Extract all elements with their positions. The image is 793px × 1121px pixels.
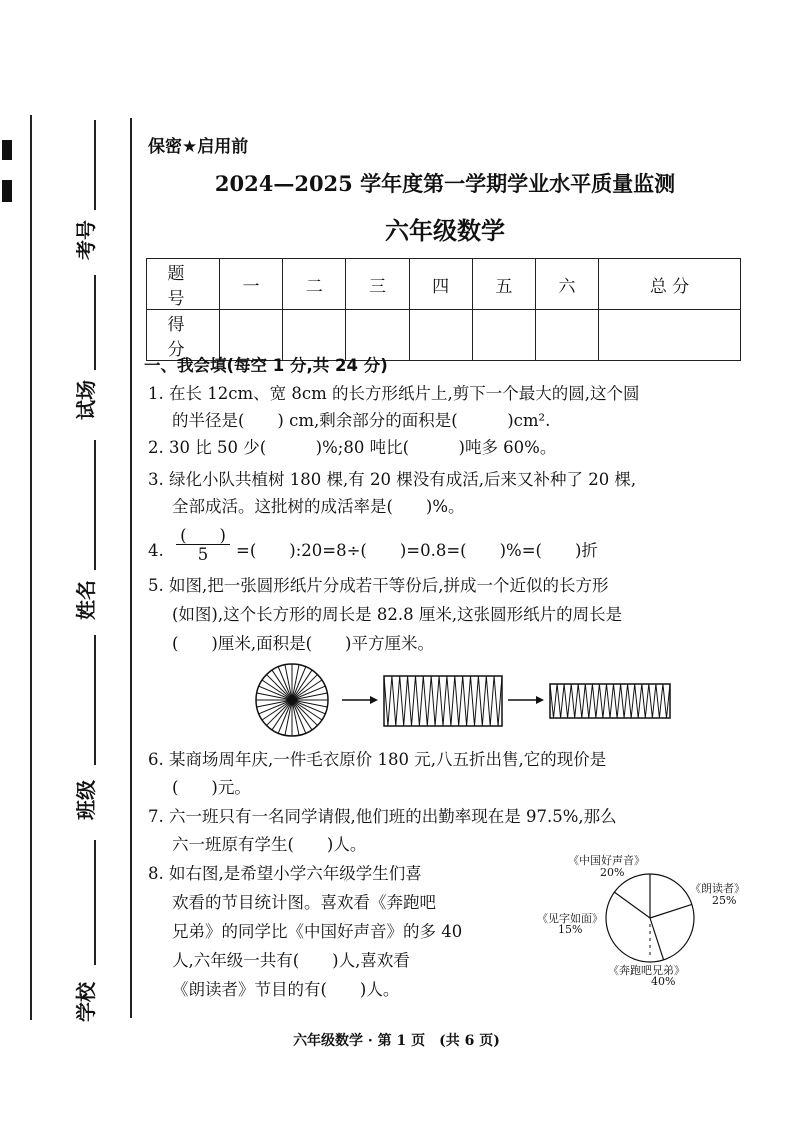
question-8-line-1: 8. 如右图,是希望小学六年级学生们喜 <box>148 864 422 883</box>
table-cell: 二 <box>283 259 346 310</box>
pie-label-category: 《见字如面》 <box>537 912 603 925</box>
question-8-line-3: 兄弟》的同学比《中国好声音》的多 40 <box>172 922 463 941</box>
score-table <box>146 258 741 361</box>
approximate-rectangle-1 <box>384 676 502 726</box>
fill-line <box>94 120 96 210</box>
score-input-cell[interactable] <box>599 310 741 361</box>
section-title: 一、我会填(每空 1 分,共 24 分) <box>144 356 388 375</box>
score-input-cell[interactable] <box>535 310 598 361</box>
pie-label-category: 《中国好声音》 <box>568 854 645 867</box>
question-6-line-1: 6. 某商场周年庆,一件毛衣原价 180 元,八五折出售,它的现价是 <box>148 750 607 769</box>
question-8-line-5: 《朗读者》节目的有( )人。 <box>172 980 400 999</box>
score-input-cell[interactable] <box>472 310 535 361</box>
question-1-line-1: 1. 在长 12cm、宽 8cm 的长方形纸片上,剪下一个最大的圆,这个圆 <box>148 384 640 403</box>
fraction-denominator: 5 <box>197 545 209 564</box>
question-7-line-1: 7. 六一班只有一名同学请假,他们班的出勤率现在是 97.5%,那么 <box>148 807 617 826</box>
question-5-line-2: (如图),这个长方形的周长是 82.8 厘米,这张圆形纸片的周长是 <box>172 605 623 624</box>
registration-mark <box>2 140 12 160</box>
side-label-school: 学校 <box>74 982 98 1022</box>
side-label-class: 班级 <box>74 780 98 820</box>
fill-line <box>94 635 96 765</box>
divided-circle <box>256 664 328 736</box>
fill-line <box>94 275 96 370</box>
table-cell: 三 <box>346 259 409 310</box>
table-cell: 六 <box>535 259 598 310</box>
fill-line <box>94 440 96 570</box>
sector-zigzag <box>384 676 502 726</box>
table-row <box>147 259 741 310</box>
confidential-mark: 保密★启用前 <box>148 137 249 157</box>
table-cell: 四 <box>409 259 472 310</box>
question-5-line-3: ( )厘米,面积是( )平方厘米。 <box>172 634 434 653</box>
arrow-icon <box>342 696 378 704</box>
side-label-exam-number: 考号 <box>74 220 98 260</box>
registration-mark <box>2 180 12 202</box>
pie-label-category: 《朗读者》 <box>690 882 745 895</box>
question-1-line-2: 的半径是( ) cm,剩余部分的面积是( )cm². <box>172 411 551 430</box>
page-footer: 六年级数学 · 第 1 页 (共 6 页) <box>293 1033 500 1049</box>
question-4-number: 4. <box>148 541 164 560</box>
question-3-line-1: 3. 绿化小队共植树 180 棵,有 20 棵没有成活,后来又补种了 20 棵, <box>148 470 637 489</box>
question-2: 2. 30 比 50 少( )%;80 吨比( )吨多 60%。 <box>148 438 557 457</box>
question-8-line-4: 人,六年级一共有( )人,喜欢看 <box>172 951 410 970</box>
sector-zigzag <box>550 684 670 718</box>
table-cell: 得 分 <box>147 310 220 361</box>
side-label-name: 姓名 <box>74 580 98 620</box>
pie-label-value: 15% <box>558 923 583 936</box>
question-4-text: =( ):20=8÷( )=0.8=( )%=( )折 <box>236 541 598 560</box>
question-7-line-2: 六一班原有学生( )人。 <box>172 835 367 854</box>
pie-slice-2 <box>650 918 664 960</box>
score-input-cell[interactable] <box>409 310 472 361</box>
question-4-fraction <box>172 522 234 564</box>
question-6-line-2: ( )元。 <box>172 778 251 797</box>
fill-line <box>94 840 96 965</box>
table-cell: 一 <box>220 259 283 310</box>
pie-slice-1 <box>650 904 692 918</box>
pie-label-category: 《奔跑吧兄弟》 <box>608 964 685 977</box>
table-cell: 五 <box>472 259 535 310</box>
question-3-line-2: 全部成活。这批树的成活率是( )%。 <box>172 497 465 516</box>
binding-line <box>30 115 32 1020</box>
approximate-rectangle-2 <box>550 684 670 718</box>
question-5-line-1: 5. 如图,把一张圆形纸片分成若干等份后,拼成一个近似的长方形 <box>148 576 609 595</box>
arrow-icon <box>508 696 544 704</box>
side-label-exam-room: 试场 <box>74 380 98 420</box>
pie-label-value: 25% <box>712 894 737 907</box>
question-8-line-2: 欢看的节目统计图。喜欢看《奔跑吧 <box>172 893 436 912</box>
fraction-numerator: ( ) <box>180 526 226 545</box>
circle-to-rectangle-figure <box>250 662 690 742</box>
subject-title: 六年级数学 <box>385 217 505 245</box>
table-cell: 题 号 <box>147 259 220 310</box>
cut-line <box>130 118 132 1018</box>
pie-label-value: 20% <box>600 866 625 879</box>
pie-slice-3 <box>614 892 650 918</box>
pie-label-value: 40% <box>651 975 676 988</box>
exam-title: 2024—2025 学年度第一学期学业水平质量监测 <box>214 171 676 196</box>
table-cell: 总 分 <box>599 259 741 310</box>
